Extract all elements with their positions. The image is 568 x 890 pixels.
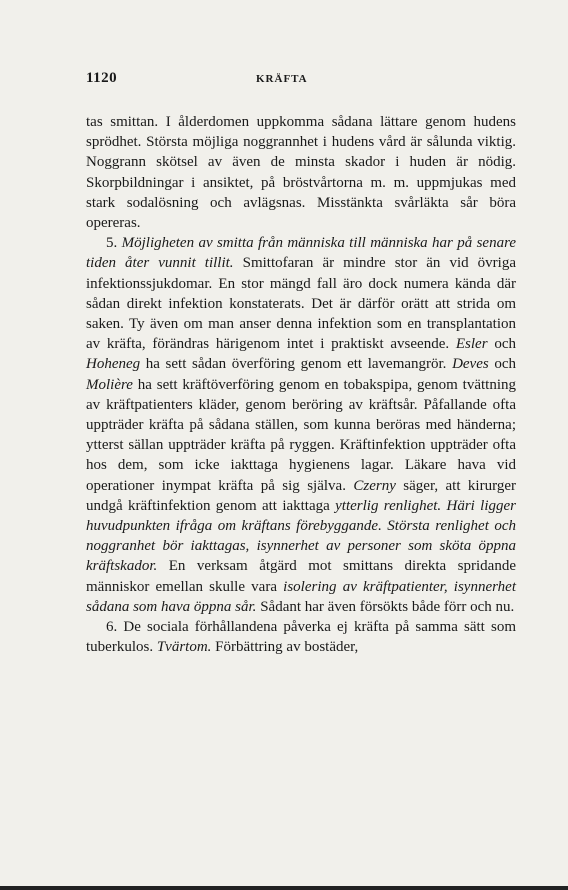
italic-text: Möjligheten av smitta från människa till människa har på senare tiden åter vunnit tillit. [86, 235, 517, 272]
italic-text: Tvärtom. [156, 639, 212, 656]
page-bottom-edge [0, 886, 568, 890]
paragraph [86, 617, 516, 657]
italic-text: ytterlig renlighet. Häri ligger huvudpunkten ifråga om kräftans förebyggande. Största renlighet och noggranhet bör iakttagas, isynnerhet av personer som sköta öppna kräftskador. [86, 497, 517, 575]
running-title: KRÄFTA [256, 73, 308, 85]
italic-text: Hoheneg [86, 356, 141, 373]
text-segment: En verksam åtgärd mot smittans direkta spridande människor emellan skulle vara [86, 558, 516, 595]
text-segment: tas smittan. I ålderdomen uppkomma sådana lättare genom hudens sprödhet. Största möjliga noggrannhet i hudens vård är sålunda viktig. Noggrann skötsel av även de minsta skador i huden är nödig. Skorpbildningar i ansiktet, på bröstvårtorna m. m. uppmjukas med stark sodalösning och avlägsnas. Misstänkta svårläkta sår böra opereras. [86, 114, 516, 232]
page-number: 1120 [86, 70, 118, 86]
text-segment: Smittofaran är mindre stor än vid övriga infektionssjukdomar. En stor mängd fall äro dock numera kända där sådan direkt infektion konstaterats. Det är därför orätt att strida om saken. Ty även om man anser denna infektion som en transplantation av kräfta, förändras härigenom intet i praktiskt avseende. [86, 255, 517, 353]
body-text [86, 112, 516, 657]
text-segment: och [487, 336, 516, 353]
text-segment: säger, att kirurger undgå kräftinfektion genom att iakttaga [86, 477, 516, 514]
paragraph [86, 233, 516, 617]
italic-text: Czerny [353, 477, 396, 494]
text-segment: ha sett sådan överföring genom ett lavemangrör. [140, 356, 453, 373]
text-segment: och [488, 356, 516, 373]
text-segment: Förbättring av bostäder, [211, 639, 359, 656]
text-segment: 6. De sociala förhållandena påverka ej kräfta på samma sätt som tuberkulos. [86, 619, 516, 656]
italic-text: Esler [455, 336, 488, 353]
italic-text: isolering av kräftpatienter, isynnerhet sådana som hava öppna sår. [86, 578, 516, 615]
text-segment: 5. [106, 235, 122, 252]
text-segment: ha sett kräftöverföring genom en tobakspipa, genom tvättning av kräftpatienters kläder, genom beröring av kräftsår. Påfallande ofta uppträder kräfta på sådana ställen, som kunna beröras med händerna; ytterst sällan uppträder kräfta på ryggen. Kräftinfektion uppträder ofta hos dem, som icke iakttaga hygienens lagar. Läkare hava vid operationer inympat kräfta på sig själva. [86, 376, 516, 494]
italic-text: Deves [452, 356, 489, 373]
text-segment: Sådant har även försökts både förr och nu. [256, 598, 515, 615]
paragraph [86, 112, 516, 233]
italic-text: Molière [86, 376, 133, 393]
page-header [86, 70, 516, 92]
